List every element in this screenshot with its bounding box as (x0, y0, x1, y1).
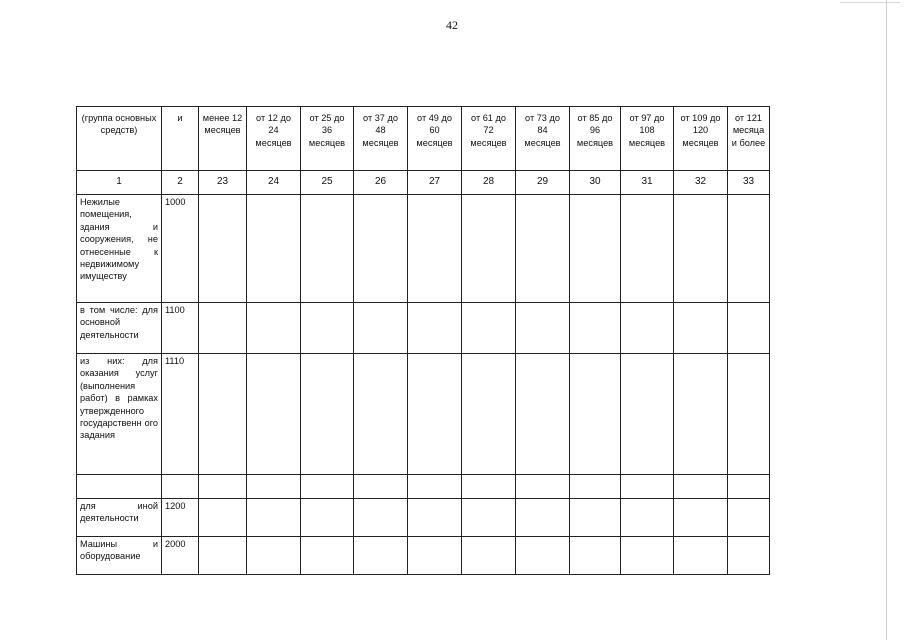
column-number: 25 (301, 171, 354, 195)
table-row (77, 303, 770, 354)
row-name: для иной деятельности (77, 499, 162, 537)
page-edge-right (886, 0, 887, 640)
header-cell: менее 12 месяцев (199, 107, 247, 171)
table-cell (408, 537, 462, 575)
table-cell (570, 475, 621, 499)
table-cell (570, 537, 621, 575)
table-cell (462, 499, 516, 537)
table-cell (570, 499, 621, 537)
column-number: 29 (516, 171, 570, 195)
table-cell (199, 195, 247, 303)
table-cell (728, 303, 770, 354)
table-cell (621, 354, 674, 475)
table-cell (516, 499, 570, 537)
table-cell (247, 475, 301, 499)
table-cell (301, 195, 354, 303)
table-cell (462, 475, 516, 499)
row-code: 1100 (162, 303, 199, 354)
row-code: 1000 (162, 195, 199, 303)
table-cell (570, 195, 621, 303)
table-cell (199, 475, 247, 499)
table-cell (408, 303, 462, 354)
table-cell (354, 303, 408, 354)
column-number: 23 (199, 171, 247, 195)
table-cell (570, 303, 621, 354)
table-cell (199, 354, 247, 475)
table-row (77, 475, 770, 499)
table-cell (728, 354, 770, 475)
column-number: 24 (247, 171, 301, 195)
table-cell (621, 303, 674, 354)
table-cell (408, 195, 462, 303)
table-cell (621, 195, 674, 303)
table-cell (462, 537, 516, 575)
table-cell (301, 475, 354, 499)
table-cell (621, 537, 674, 575)
header-cell: от 97 до 108 месяцев (621, 107, 674, 171)
table-cell (301, 303, 354, 354)
table-cell (354, 195, 408, 303)
table-cell (516, 354, 570, 475)
table-cell (247, 303, 301, 354)
row-code: 1110 (162, 354, 199, 475)
table-cell (516, 303, 570, 354)
table-row (77, 499, 770, 537)
column-number: 2 (162, 171, 199, 195)
table-cell (408, 354, 462, 475)
column-number-row (77, 171, 770, 195)
table-cell (728, 537, 770, 575)
table-cell (408, 475, 462, 499)
header-cell: и (162, 107, 199, 171)
row-name: из них: для оказания услуг (выполнения работ) в рамках утвержденного государственн ого задания (77, 354, 162, 475)
column-number: 30 (570, 171, 621, 195)
table-cell (462, 195, 516, 303)
row-code (162, 475, 199, 499)
header-cell: (группа основных средств) (77, 107, 162, 171)
table-cell (728, 499, 770, 537)
table-cell (462, 303, 516, 354)
table-cell (301, 354, 354, 475)
table-cell (247, 354, 301, 475)
column-number: 32 (674, 171, 728, 195)
table-cell (516, 537, 570, 575)
header-cell: от 121 месяца и более (728, 107, 770, 171)
row-code: 1200 (162, 499, 199, 537)
row-name: Машины и оборудование (77, 537, 162, 575)
table-row (77, 537, 770, 575)
column-number: 28 (462, 171, 516, 195)
table-cell (354, 499, 408, 537)
row-name: в том числе: для основной деятельности (77, 303, 162, 354)
assets-table (76, 106, 770, 575)
row-name: Нежилые помещения, здания и сооружения, не отнесенные к недвижимому имуществу (77, 195, 162, 303)
table-cell (408, 499, 462, 537)
row-code: 2000 (162, 537, 199, 575)
column-number: 1 (77, 171, 162, 195)
table-cell (674, 195, 728, 303)
table-row (77, 354, 770, 475)
header-cell: от 61 до 72 месяцев (462, 107, 516, 171)
page-number: 42 (446, 18, 458, 32)
table-cell (728, 195, 770, 303)
column-number: 33 (728, 171, 770, 195)
page-edge-top (840, 2, 900, 3)
table-cell (247, 537, 301, 575)
table-cell (354, 475, 408, 499)
header-cell: от 73 до 84 месяцев (516, 107, 570, 171)
table-cell (674, 499, 728, 537)
table-cell (247, 499, 301, 537)
header-cell: от 25 до 36 месяцев (301, 107, 354, 171)
table-cell (674, 354, 728, 475)
table-cell (674, 475, 728, 499)
table-cell (570, 354, 621, 475)
table-cell (301, 499, 354, 537)
table-cell (516, 195, 570, 303)
table-cell (354, 354, 408, 475)
table-cell (199, 303, 247, 354)
row-name (77, 475, 162, 499)
table-cell (728, 475, 770, 499)
table-cell (674, 537, 728, 575)
table-row (77, 195, 770, 303)
header-cell: от 85 до 96 месяцев (570, 107, 621, 171)
table-cell (301, 537, 354, 575)
column-number: 26 (354, 171, 408, 195)
table-cell (247, 195, 301, 303)
table-cell (199, 537, 247, 575)
header-row (77, 107, 770, 171)
header-cell: от 37 до 48 месяцев (354, 107, 408, 171)
table-cell (354, 537, 408, 575)
header-cell: от 49 до 60 месяцев (408, 107, 462, 171)
table-cell (199, 499, 247, 537)
table-cell (621, 475, 674, 499)
header-cell: от 109 до 120 месяцев (674, 107, 728, 171)
table-cell (674, 303, 728, 354)
table-cell (516, 475, 570, 499)
column-number: 27 (408, 171, 462, 195)
header-cell: от 12 до 24 месяцев (247, 107, 301, 171)
table-cell (621, 499, 674, 537)
column-number: 31 (621, 171, 674, 195)
table-cell (462, 354, 516, 475)
